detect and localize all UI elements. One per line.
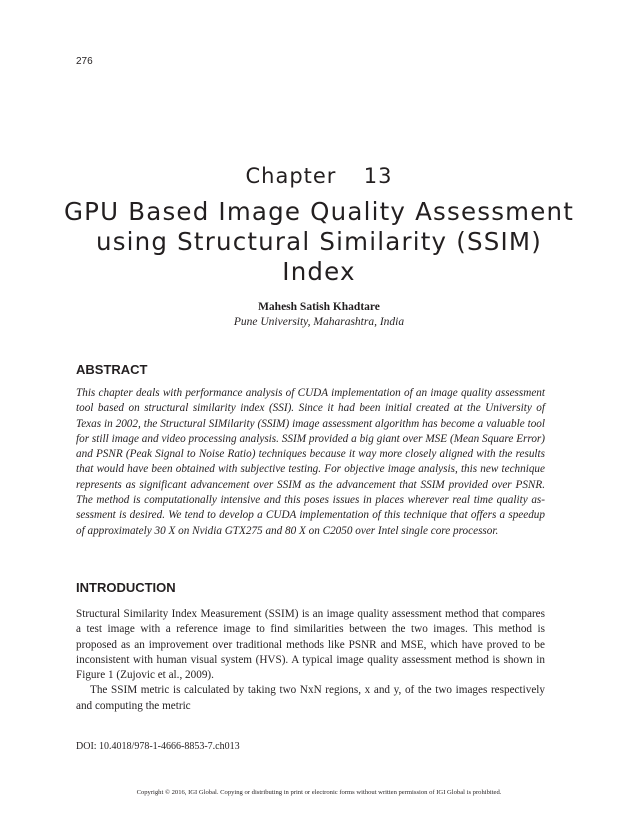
copyright-notice: Copyright © 2016, IGI Global. Copying or distributing in print or electronic forms without written permission of IGI Global is prohibited. [136, 789, 502, 796]
page-number: 276 [76, 56, 93, 67]
chapter-label: Chapter 13 [245, 164, 393, 188]
introduction-paragraph: The SSIM metric is calculated by taking two NxN regions, x and y, of the two images respectively and computing the metric [76, 684, 545, 712]
introduction-body [76, 607, 545, 714]
author-name: Mahesh Satish Khadtare [258, 301, 380, 313]
author-block [0, 300, 638, 330]
abstract-text: This chapter deals with performance analysis of CUDA implementation of an image quality assessment tool based on structural similarity index (SSI). Since it had been initial created at the University of Texas in 2002, the Structural SIMilarity (SSIM) image assessment algorithm has become a valuable tool for still image and video processing analysis. SSIM provided a big giant over MSE (Mean Square Error) and PSNR (Peak Signal to Noise Ratio) techniques because it way more closely aligned with the results that would have been obtained with subjective testing. For objective image analysis, this new technique represents as significant advancement over SSIM as the advancement that SSIM provided over PSNR. The method is computationally intensive and this poses issues in places wherever real time quality assessment is desired. We tend to develop a CUDA implementation of this technique that offers a speedup of approximately 30 X on Nvidia GTX275 and 80 X on C2050 over Intel single core processor. [76, 387, 545, 537]
chapter-title: GPU Based Image Quality Assessment using Structural Similarity (SSIM) Index [63, 197, 575, 286]
introduction-heading: INTRODUCTION [76, 580, 176, 595]
author-affiliation: Pune University, Maharashtra, India [233, 316, 405, 328]
doi: DOI: 10.4018/978-1-4666-8853-7.ch013 [76, 741, 240, 752]
introduction-paragraph: Structural Similarity Index Measurement (SSIM) is an image quality assessment method that compares a test image with a reference image to find similarities between the two images. This method is proposed as an improvement over traditional methods like PSNR and MSE, which have proved to be inconsistent with human visual system (HVS). A typical image quality assessment method is shown in Figure 1 (Zujovic et al., 2009). [76, 608, 545, 682]
abstract-heading: ABSTRACT [76, 362, 148, 377]
